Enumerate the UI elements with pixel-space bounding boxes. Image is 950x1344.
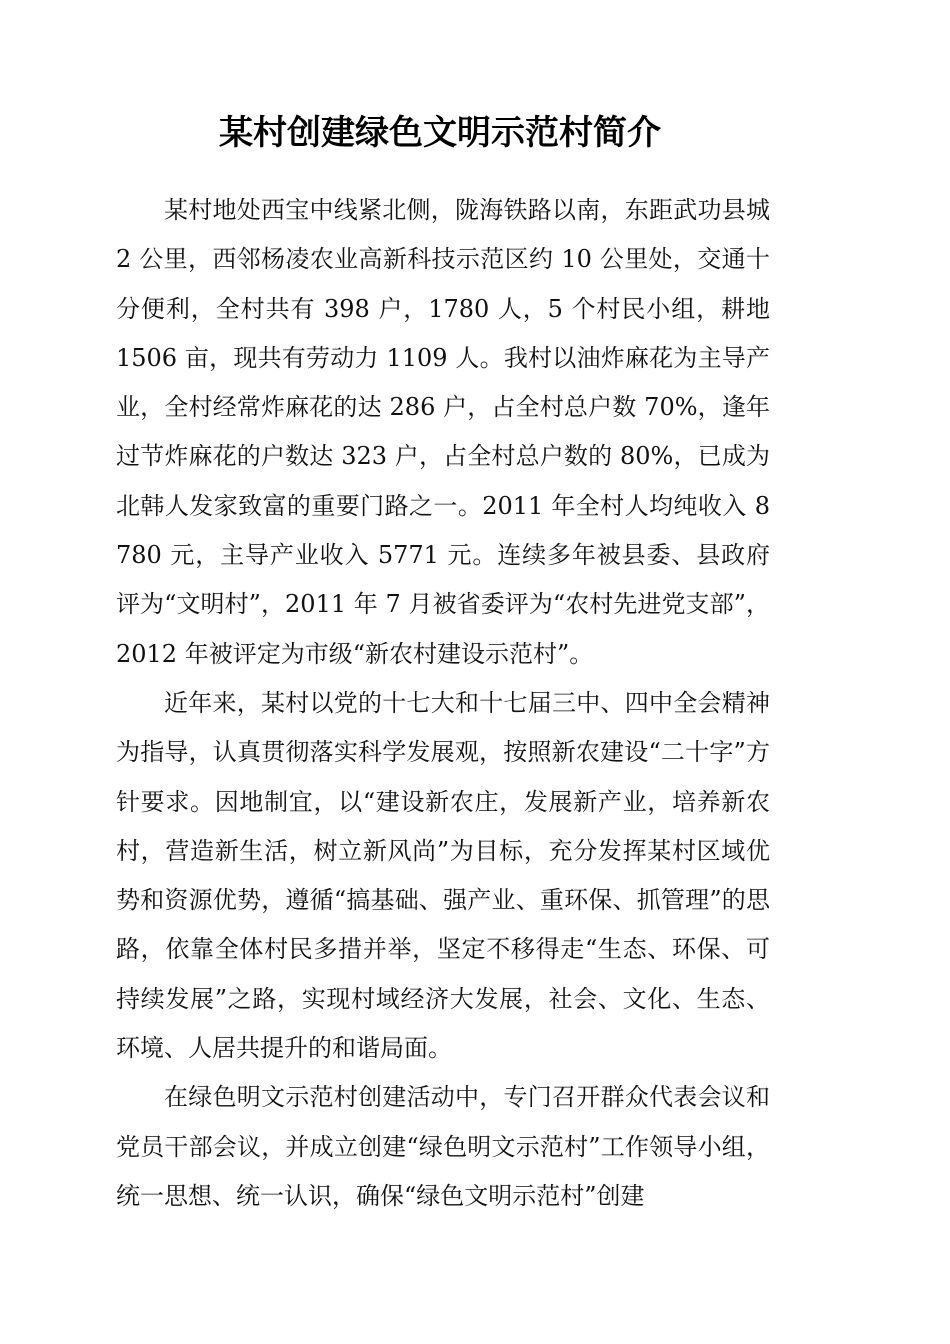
document-body — [116, 186, 770, 1221]
paragraph-development-strategy: 近年来，某村以党的十七大和十七届三中、四中全会精神为指导，认真贯彻落实科学发展观，按照新农建设“二十字”方针要求。因地制宜，以“建设新农庄，发展新产业，培养新农村，营造新生活，树立新风尚”为目标，充分发挥某村区域优势和资源优势，遵循“搞基础、强产业、重环保、抓管理”的思路，依靠全体村民多措并举，坚定不移得走“生态、环保、可持续发展”之路，实现村域经济大发展，社会、文化、生态、环境、人居共提升的和谐局面。 — [116, 688, 770, 1063]
document-title: 某村创建绿色文明示范村简介 — [219, 113, 661, 153]
paragraph-creation-activities: 在绿色明文示范村创建活动中，专门召开群众代表会议和党员干部会议，并成立创建“绿色明文示范村”工作领导小组，统一思想、统一认识，确保“绿色文明示范村”创建 — [116, 1083, 770, 1210]
paragraph-village-overview: 某村地处西宝中线紧北侧，陇海铁路以南，东距武功县城 2 公里，西邻杨凌农业高新科技示范区约 10 公里处，交通十分便利，全村共有 398 户，1780 人，5 个村民小组，耕地 1506 亩，现共有劳动力 1109 人。我村以油炸麻花为主导产业，全村经常炸麻花的达 286 户，占全村总户数 70%，逢年过节炸麻花的户数达 323 户，占全村总户数的 80%，已成为北韩人发家致富的重要门路之一。2011 年全村人均纯收入 8780 元，主导产业收入 5771 元。连续多年被县委、县政府评为“文明村”，2011 年 7 月被省委评为“农村先进党支部”，2012 年被评定为市级“新农村建设示范村”。 — [116, 196, 770, 668]
